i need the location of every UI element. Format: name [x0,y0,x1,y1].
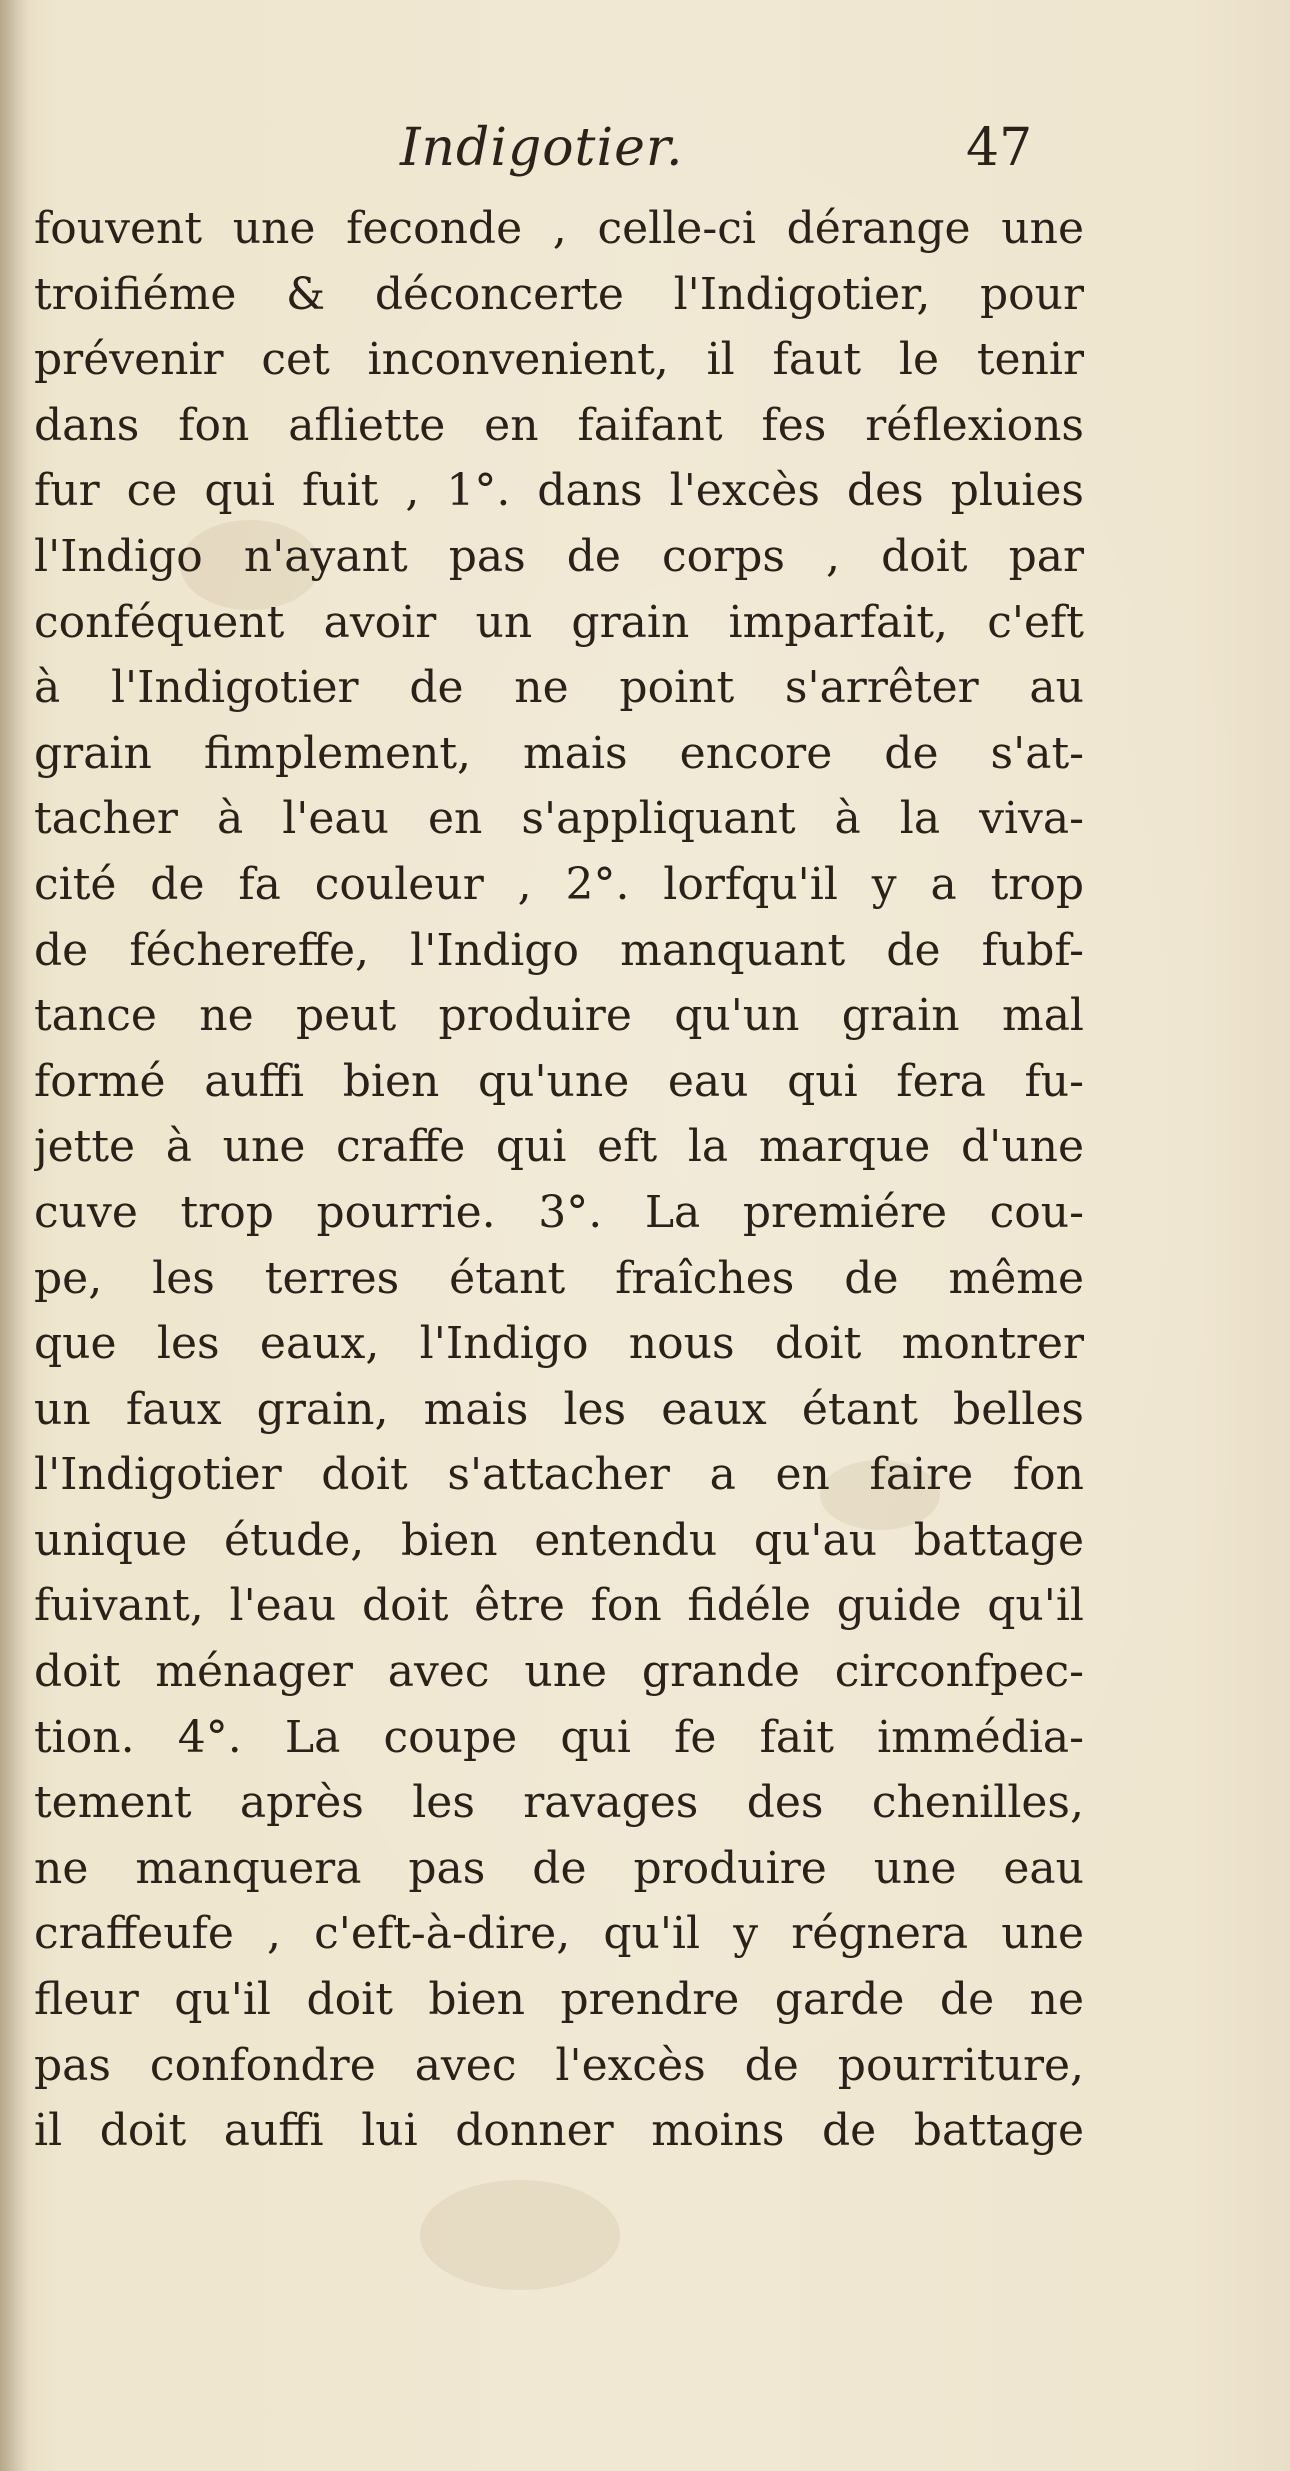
text-line: fleur qu'il doit bien prendre garde de ne [34,1974,1084,2026]
text-line: tance ne peut produire qu'un grain mal [34,990,1084,1042]
text-line: dans fon afliette en faifant fes réflexions [34,399,1084,451]
binding-gutter-shadow [0,0,30,2471]
text-line: tion. 4°. La coupe qui fe fait immédia- [34,1711,1084,1763]
text-line: fur ce qui fuit , 1°. dans l'excès des pluies [34,465,1084,517]
text-line: pas confondre avec l'excès de pourriture, [34,2039,1084,2091]
text-line: tacher à l'eau en s'appliquant à la viva- [34,793,1084,845]
text-line: craffeufe , c'eft-à-dire, qu'il y régnera une [34,1908,1084,1960]
text-line: conféquent avoir un grain imparfait, c'eft [34,596,1084,648]
paper-stain [420,2180,620,2290]
text-line: tement après les ravages des chenilles, [34,1777,1084,1829]
text-line: que les eaux, l'Indigo nous doit montrer [34,1318,1084,1370]
text-line: unique étude, bien entendu qu'au battage [34,1514,1084,1566]
text-line: doit ménager avec une grande circonfpec- [34,1646,1084,1698]
text-line: cité de fa couleur , 2°. lorfqu'il y a trop [34,858,1084,910]
text-line: pe, les terres étant fraîches de même [34,1252,1084,1304]
body-text [34,196,1084,2164]
running-head: Indigotier. [400,118,684,178]
text-line: cuve trop pourrie. 3°. La premiére cou- [34,1186,1084,1238]
page-header [0,118,1290,198]
text-line: il doit auffi lui donner moins de battage [34,2105,1084,2157]
page-number: 47 [966,118,1033,178]
text-line: prévenir cet inconvenient, il faut le tenir [34,334,1084,386]
text-line: troifiéme & déconcerte l'Indigotier, pour [34,268,1084,320]
text-line: l'Indigotier doit s'attacher a en faire fon [34,1449,1084,1501]
text-line: de féchereffe, l'Indigo manquant de fubf- [34,924,1084,976]
text-line: fuivant, l'eau doit être fon fidéle guide qu'il [34,1580,1084,1632]
text-line: un faux grain, mais les eaux étant belles [34,1383,1084,1435]
text-line: fouvent une feconde , celle-ci dérange une [34,203,1084,254]
text-line: jette à une craffe qui eft la marque d'une [34,1121,1084,1173]
text-line: grain fimplement, mais encore de s'at- [34,727,1084,779]
text-line: à l'Indigotier de ne point s'arrêter au [34,662,1084,714]
text-line: l'Indigo n'ayant pas de corps , doit par [34,530,1084,582]
text-line: ne manquera pas de produire une eau [34,1842,1084,1894]
text-line: formé auffi bien qu'une eau qui fera fu- [34,1055,1084,1107]
